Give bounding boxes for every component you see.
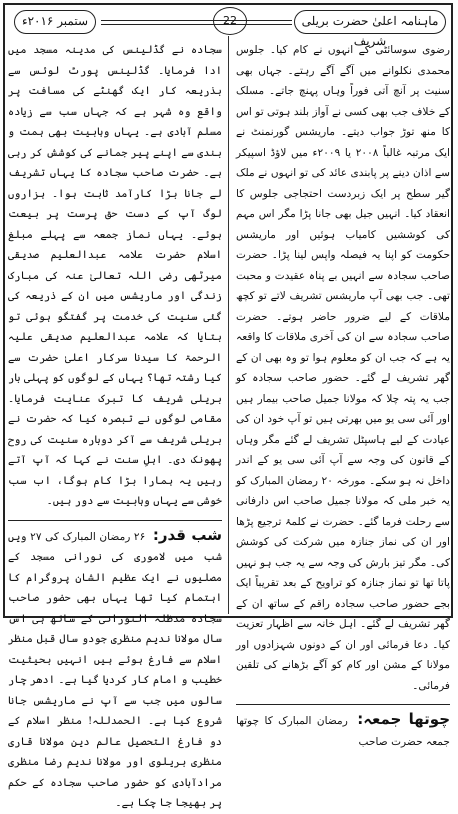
- article-paragraph: رضوی سوسائٹی کے انہوں نے کام کیا۔ جلوس محمدی نکلوانے میں آگے آگے رہتے۔ جہاں بھی سنیت پر آنچ آتی فوراً وہاں پہنچ جاتے۔ مسلک کے خلاف جب بھی کسی نے آواز بلند ہوتی تو اس کا منھ توڑ جواب دیتے۔ ماریشس گورنمنٹ نے ایک مرتبہ غالباً ۲۰۰۸ یا ۲۰۰۹ء میں لاؤڈ اسپیکر سے اذان دینے پر پابندی عائد کی تو انہوں نے ملک گیر سطح پر ایک زبردست احتجاجی جلوس کا انعقاد کیا۔ انہیں جیل بھی جانا پڑا مگر اس مہم کی کوششیں کامیاب ہوئیں اور ماریشس حکومت کو اپنا یہ فیصلہ واپس لینا پڑا۔ حضرت صاحب سجادہ سے انہیں بے پناہ عقیدت و محبت تھی۔ جب بھی آپ ماریشس تشریف لاتے تو کچھ ملاقات کے لیے ضرور حاضر ہوتے۔ حضرت صاحب سجادہ سے ان کی آخری ملاقات کا واقعہ یہ ہے کہ جب ان کو معلوم ہوا تو وہ بھی ان کے گھر تشریف لے گئے۔ حضور صاحب سجادہ کو جب یہ پتہ چلا کہ مولانا جمیل صاحب بیمار ہیں اور آئی سی یو میں بھرتی ہیں تو آپ خود ان کی عیادت کے لیے ہاسپٹل تشریف لے گئے مگر وہاں کے قانون کی وجہ سے آپ آئی سی یو کے اندر داخل نہ ہو سکے۔ مورخہ ۲۰ رمضان المبارک کو یہ خبر ملی کہ مولانا جمیل صاحب اس دارفانی سے رحلت فرما گئے۔ حضرت نے کلمۂ ترجیع پڑھا اور ان کی نماز جنازہ میں شرکت کی کوشش کی۔ مگر تیز بارش کی وجہ سے یہ جب ہو نہیں پاتا تھا تو نماز جنازہ کو تراویح کے بعد تقریباً ایک بجے حضور صاحب سجادہ راقم کے ساتھ ان کے گھر تشریف لے گئے۔ اہل خانہ سے اظہار تعزیت کیا۔ دعا فرمائی اور ان کے دونوں شہزادوں اور مولانا کے مشن اور کام کو آگے بڑھانے کی تلقین فرمائی۔: [236, 44, 450, 692]
- column-divider: [228, 36, 229, 614]
- section-heading: شب قدر:: [152, 525, 222, 544]
- article-paragraph: [236, 709, 450, 752]
- page-header: [6, 6, 452, 48]
- article-paragraph: سجادہ نے گڈلینس کی مدینہ مسجد میں ادا فرمایا۔ گڈلینس پورٹ لوئس سے بذریعہ کار ایک گھنٹے کی مسافت پر واقع وہ شہر ہے کہ جہاں سب سے زیادہ مسلم آبادی ہے۔ یہاں وہابیت بھی ہمت و بندی سے اپنے پیر جمانے کی کوشش کر رہی ہے۔ حضرت صاحب سجادہ کا یہاں تشریف لے جانا بڑا کارآمد ثابت ہوا۔ ہزاروں لوگ آپ کے دست حق پرست پر بیعت ہوئے۔ یہاں نماز جمعہ سے پہلے مبلغ اسلام حضرت علامہ عبدالعلیم صدیقی میرٹھی رضی اللہ تعالیٰ عنہ کی مبارک زندگی اور ماریشس میں ان کے ذریعہ کی گئی سنیت کی خدمت پر گفتگو ہوئی تو بتایا کہ علامہ عبدالعلیم صدیقی علیہ الرحمۃ کا سیدنا سرکار اعلیٰ حضرت سے کیا رشتہ تھا؟ یہاں کے لوگوں کو پہلی بار بریلی شریف کا تبرک عنایت فرمایا۔ مقامی لوگوں نے تبصرہ کیا کہ حضرت نے بریلی شریف سے آکر دوبارہ سنیت کی روح پھونک دی۔ اہلِ سنت نے کہا کہ آپ آتے رہیں یہ ہمارا بڑا کام ہوگا، اب سب خوشی سے یہاں وہابیت سے دور ہیں۔: [8, 44, 222, 507]
- section-text: ۲۶ رمضان المبارک کی ۲۷ ویں شب میں لاموری کی نورانی مسجد کے مصلیوں نے ایک عظیم الشان پروگرام کا اہتمام کیا تھا یہاں بھی حضور صاحب سجادہ مدظلہ النورانی کے ساتھ ہی اس سال مولانا ندیم منظری جودو سال قبل منظر اسلام سے فارغ ہوئے ہیں انہیں بحیثیت خطیب و امام کار کردیا گیا ہے۔ ادھر چار سالوں میں جب سے آپ نے ماریشس جانا شروع کیا ہے۔ الحمدللہ! منظر اسلام کے دو فارغ التحصیل عالم دین مولانا قاری منظری بریلوی اور مولانا ندیم رضا منظری مرادآبادی کو حضور صاحب سجادہ کے حکم پر بھیجا جا چکا ہے۔: [8, 530, 222, 809]
- magazine-title: ماہنامہ اعلیٰ حضرت بریلی شریف: [294, 10, 446, 34]
- right-column: [236, 40, 450, 752]
- issue-date: ستمبر ۲۰۱۶ء: [14, 10, 96, 34]
- page-number: 22: [213, 7, 247, 35]
- section-text: رمضان المبارک کا چوتھا جمعہ حضرت صاحب: [236, 715, 450, 748]
- section-rule: [236, 704, 450, 705]
- left-column: [8, 40, 222, 814]
- section-heading: چوتھا جمعہ:: [357, 710, 451, 728]
- article-paragraph: [8, 525, 222, 814]
- header-rule: [101, 20, 292, 21]
- header-rule: [101, 24, 292, 25]
- section-rule: [8, 520, 222, 521]
